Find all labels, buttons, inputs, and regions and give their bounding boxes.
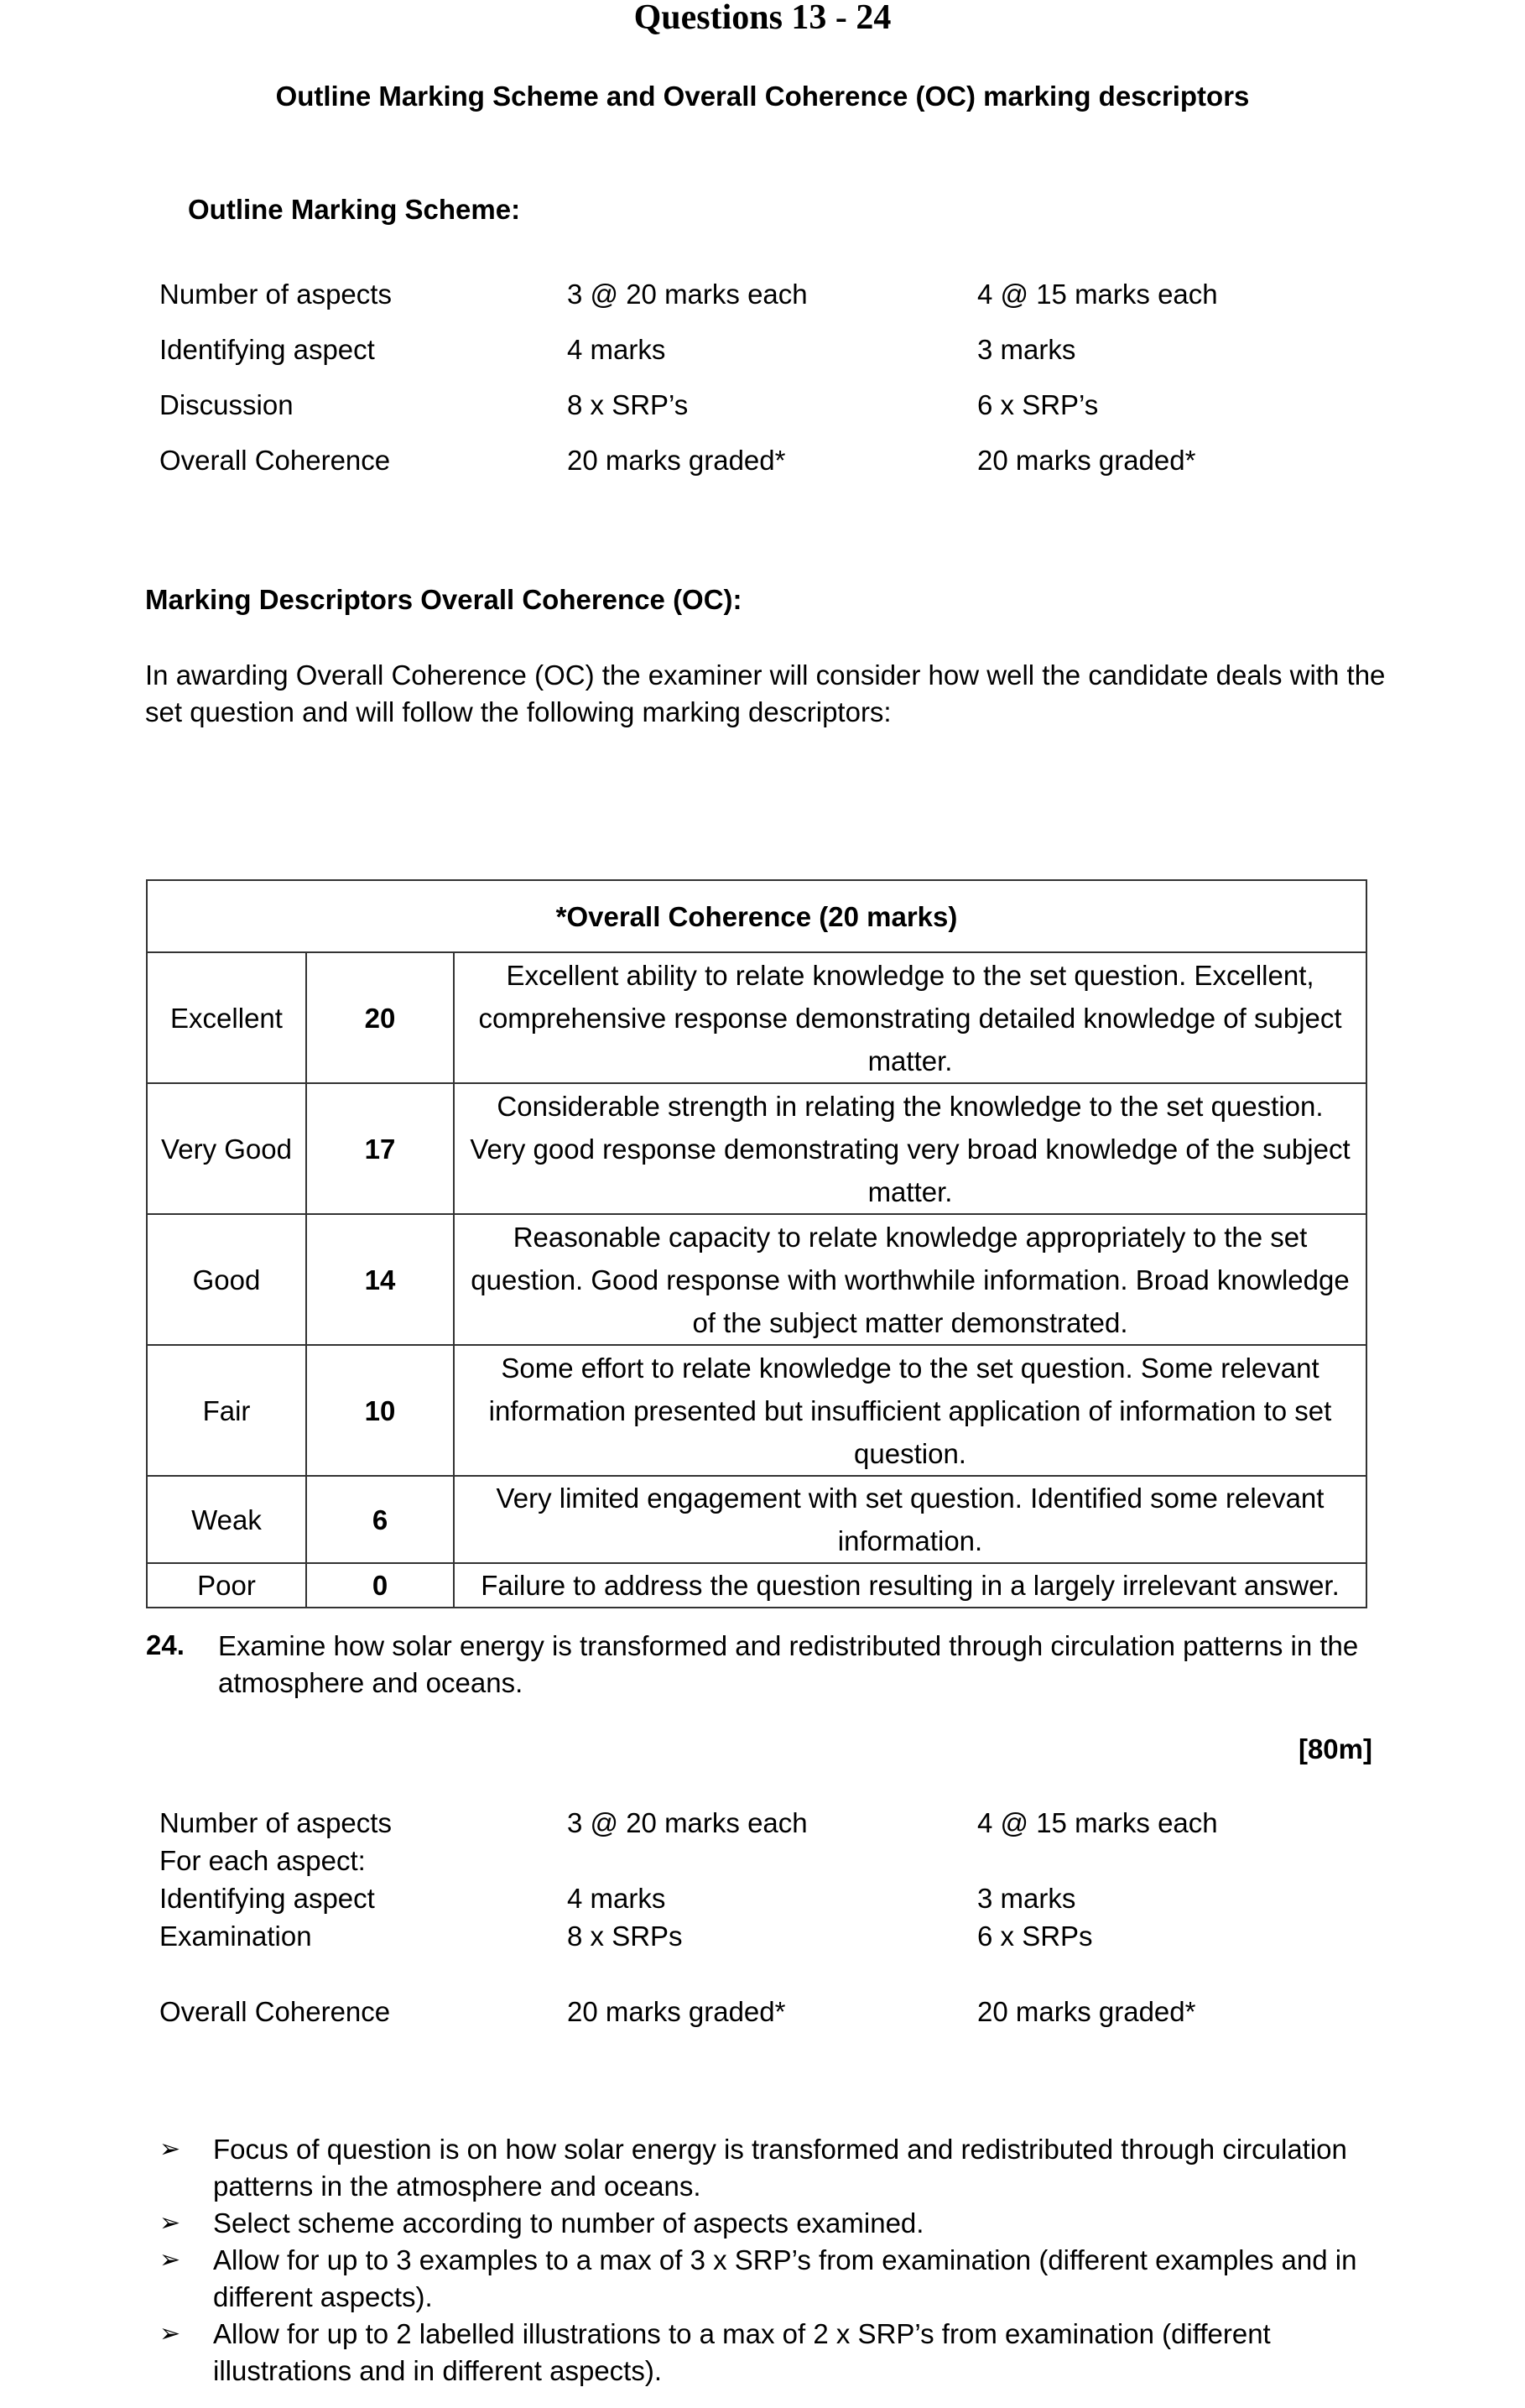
scheme-cell: 3 @ 20 marks each xyxy=(567,1807,808,1838)
list-item-text: Select scheme according to number of aspects examined. xyxy=(213,2207,924,2239)
table-header-row xyxy=(147,880,1366,952)
outline-cell: 6 x SRP’s xyxy=(977,389,1099,420)
scheme-row xyxy=(159,1843,1418,1880)
descriptors-heading: Marking Descriptors Overall Coherence (OC): xyxy=(145,584,742,615)
scheme-cell: 3 marks xyxy=(977,1883,1076,1914)
grade-description: Failure to address the question resulting in a largely irrelevant answer. xyxy=(454,1563,1366,1608)
grade-marks: 6 xyxy=(306,1476,454,1563)
outline-heading: Outline Marking Scheme: xyxy=(188,194,521,225)
grade-marks: 14 xyxy=(306,1214,454,1345)
outline-cell: Overall Coherence xyxy=(159,445,391,476)
table-row xyxy=(147,1563,1366,1608)
outline-cell: 20 marks graded* xyxy=(567,445,786,476)
question-text: Examine how solar energy is transformed and redistributed through circulation patterns in the atmosphere and oceans. xyxy=(218,1630,1359,1698)
grade-description: Very limited engagement with set question. Identified some relevant information. xyxy=(454,1476,1366,1563)
outline-cell: 3 @ 20 marks each xyxy=(567,279,808,310)
scheme-cell: Overall Coherence xyxy=(159,1996,391,2027)
grade-description: Excellent ability to relate knowledge to the set question. Excellent, comprehensive response demonstrating detailed knowledge of subject matter. xyxy=(454,952,1366,1083)
table-row xyxy=(147,1476,1366,1563)
outline-cell: Number of aspects xyxy=(159,279,392,310)
table-row xyxy=(147,1214,1366,1345)
list-item xyxy=(159,2242,1401,2316)
scheme-cell: 20 marks graded* xyxy=(567,1996,786,2027)
outline-row xyxy=(159,443,1418,480)
question-number: 24. xyxy=(146,1629,185,1660)
grade-label: Fair xyxy=(147,1345,306,1476)
table-row xyxy=(147,1345,1366,1476)
arrow-bullet-icon: ➢ xyxy=(159,2134,181,2164)
scheme-cell: Number of aspects xyxy=(159,1807,392,1838)
grade-label: Good xyxy=(147,1214,306,1345)
outline-cell: 20 marks graded* xyxy=(977,445,1196,476)
descriptors-intro: In awarding Overall Coherence (OC) the examiner will consider how well the candidate deals with the set question and will follow the following marking descriptors: xyxy=(145,659,1386,727)
scheme-cell: 20 marks graded* xyxy=(977,1996,1196,2027)
grade-marks: 0 xyxy=(306,1563,454,1608)
outline-row xyxy=(159,388,1418,425)
scheme-cell: Identifying aspect xyxy=(159,1883,375,1914)
table-row xyxy=(147,952,1366,1083)
arrow-bullet-icon: ➢ xyxy=(159,2245,181,2275)
grade-label: Excellent xyxy=(147,952,306,1083)
scheme-cell: 6 x SRPs xyxy=(977,1921,1093,1952)
grade-description: Some effort to relate knowledge to the set question. Some relevant information presented but insufficient application of information to set question. xyxy=(454,1345,1366,1476)
table-row xyxy=(147,1083,1366,1214)
outline-cell: 4 marks xyxy=(567,334,666,365)
scheme-cell: 4 @ 15 marks each xyxy=(977,1807,1218,1838)
scheme-cell: Examination xyxy=(159,1921,312,1952)
scheme-row xyxy=(159,1994,1418,2031)
outline-cell: 3 marks xyxy=(977,334,1076,365)
grade-label: Poor xyxy=(147,1563,306,1608)
scheme-cell: 8 x SRPs xyxy=(567,1921,683,1952)
outline-cell: 4 @ 15 marks each xyxy=(977,279,1218,310)
grade-marks: 10 xyxy=(306,1345,454,1476)
outline-cell: Identifying aspect xyxy=(159,334,375,365)
scheme-cell: 4 marks xyxy=(567,1883,666,1914)
scheme-row xyxy=(159,1881,1418,1918)
list-item xyxy=(159,2316,1401,2390)
list-item xyxy=(159,2131,1401,2205)
overall-coherence-table xyxy=(146,879,1367,1608)
scheme-row xyxy=(159,1919,1418,1956)
grade-description: Reasonable capacity to relate knowledge appropriately to the set question. Good response with worthwhile information. Broad knowledge of the subject matter demonstrated. xyxy=(454,1214,1366,1345)
scheme-row xyxy=(159,1806,1418,1842)
list-item-text: Allow for up to 3 examples to a max of 3 x SRP’s from examination (different examples and in different aspects). xyxy=(213,2244,1357,2312)
grade-label: Very Good xyxy=(147,1083,306,1214)
grade-label: Weak xyxy=(147,1476,306,1563)
scheme-cell: For each aspect: xyxy=(159,1845,366,1876)
grade-description: Considerable strength in relating the knowledge to the set question. Very good response demonstrating very broad knowledge of the subject matter. xyxy=(454,1083,1366,1214)
arrow-bullet-icon: ➢ xyxy=(159,2208,181,2238)
outline-row xyxy=(159,277,1418,314)
outline-cell: Discussion xyxy=(159,389,294,420)
outline-row xyxy=(159,332,1418,369)
page-title: Questions 13 - 24 xyxy=(633,0,892,37)
list-item-text: Allow for up to 2 labelled illustrations to a max of 2 x SRP’s from examination (different illustrations and in different aspects). xyxy=(213,2318,1271,2386)
list-item xyxy=(159,2205,1401,2242)
arrow-bullet-icon: ➢ xyxy=(159,2319,181,2348)
grade-marks: 20 xyxy=(306,952,454,1083)
page-subtitle: Outline Marking Scheme and Overall Coherence (OC) marking descriptors xyxy=(275,81,1250,112)
grade-marks: 17 xyxy=(306,1083,454,1214)
notes-list xyxy=(159,2131,1401,2390)
list-item-text: Focus of question is on how solar energy is transformed and redistributed through circulation patterns in the atmosphere and oceans. xyxy=(213,2134,1347,2202)
table-header: *Overall Coherence (20 marks) xyxy=(147,880,1366,952)
outline-cell: 8 x SRP’s xyxy=(567,389,689,420)
question-marks: [80m] xyxy=(1298,1733,1372,1764)
